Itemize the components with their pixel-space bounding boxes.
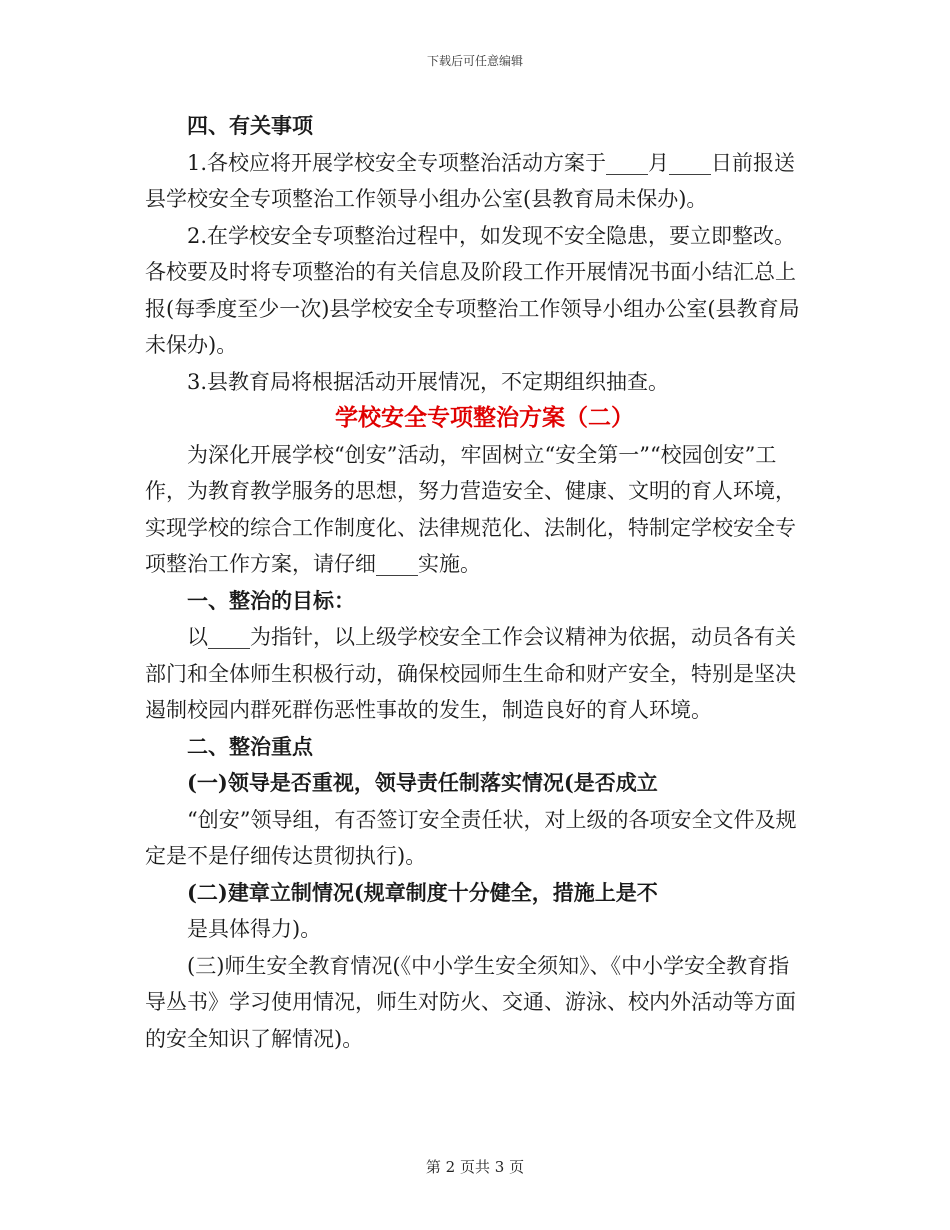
- paragraph-item-2: 2.在学校安全专项整治过程中，如发现不安全隐患，要立即整改。各校要及时将专项整治的有关信息及阶段工作开展情况书面小结汇总上报(每季度至少一次)县学校安全专项整治工作领导小组办公室(县教育局未保办)。: [145, 223, 800, 357]
- goal-paragraph: 以____为指针，以上级学校安全工作会议精神为依据，动员各有关部门和全体师生积极行动，确保校园师生生命和财产安全，特别是坚决遏制校园内群死群伤恶性事故的发生，制造良好的育人环境。: [145, 625, 796, 722]
- subheading-2: (二)建章立制情况(规章制度十分健全，措施上是不: [187, 879, 658, 905]
- subheading-3: (三)师生安全教育情况(《中小学生安全须知》、《中小学安全教育指导丛书》学习使用情况，师生对防火、交通、游泳、校内外活动等方面的安全知识了解情况)。: [145, 953, 796, 1051]
- subheading-1-body: “创安”领导组，有否签订安全责任状，对上级的各项安全文件及规定是不是仔细传达贯彻执行)。: [145, 807, 797, 868]
- page-footer: 第 2 页共 3 页: [425, 1158, 525, 1176]
- section-heading-4: 四、有关事项: [187, 113, 313, 138]
- paragraph-item-3: 3.县教育局将根据活动开展情况，不定期组织抽查。: [187, 369, 670, 394]
- document-title: 学校安全专项整治方案（二）: [335, 404, 634, 431]
- paragraph-item-1: 1.各校应将开展学校安全专项整治活动方案于____月____日前报送县学校安全专项整治工作领导小组办公室(县教育局未保办)。: [145, 150, 796, 211]
- section-heading-1: 一、整治的目标：: [187, 587, 355, 613]
- document-body: [145, 108, 810, 1057]
- intro-paragraph: 为深化开展学校“创安”活动，牢固树立“安全第一”“校园创安”工作，为教育教学服务的思想，努力营造安全、健康、文明的育人环境，实现学校的综合工作制度化、法律规范化、法制化，特制定学校安全专项整治工作方案，请仔细____实施。: [145, 442, 796, 576]
- subheading-2-body: 是具体得力)。: [187, 917, 322, 941]
- section-heading-2: 二、整治重点: [187, 733, 313, 759]
- subheading-1: (一)领导是否重视，领导责任制落实情况(是否成立: [187, 770, 658, 795]
- page-header: 下载后可任意编辑: [426, 54, 523, 68]
